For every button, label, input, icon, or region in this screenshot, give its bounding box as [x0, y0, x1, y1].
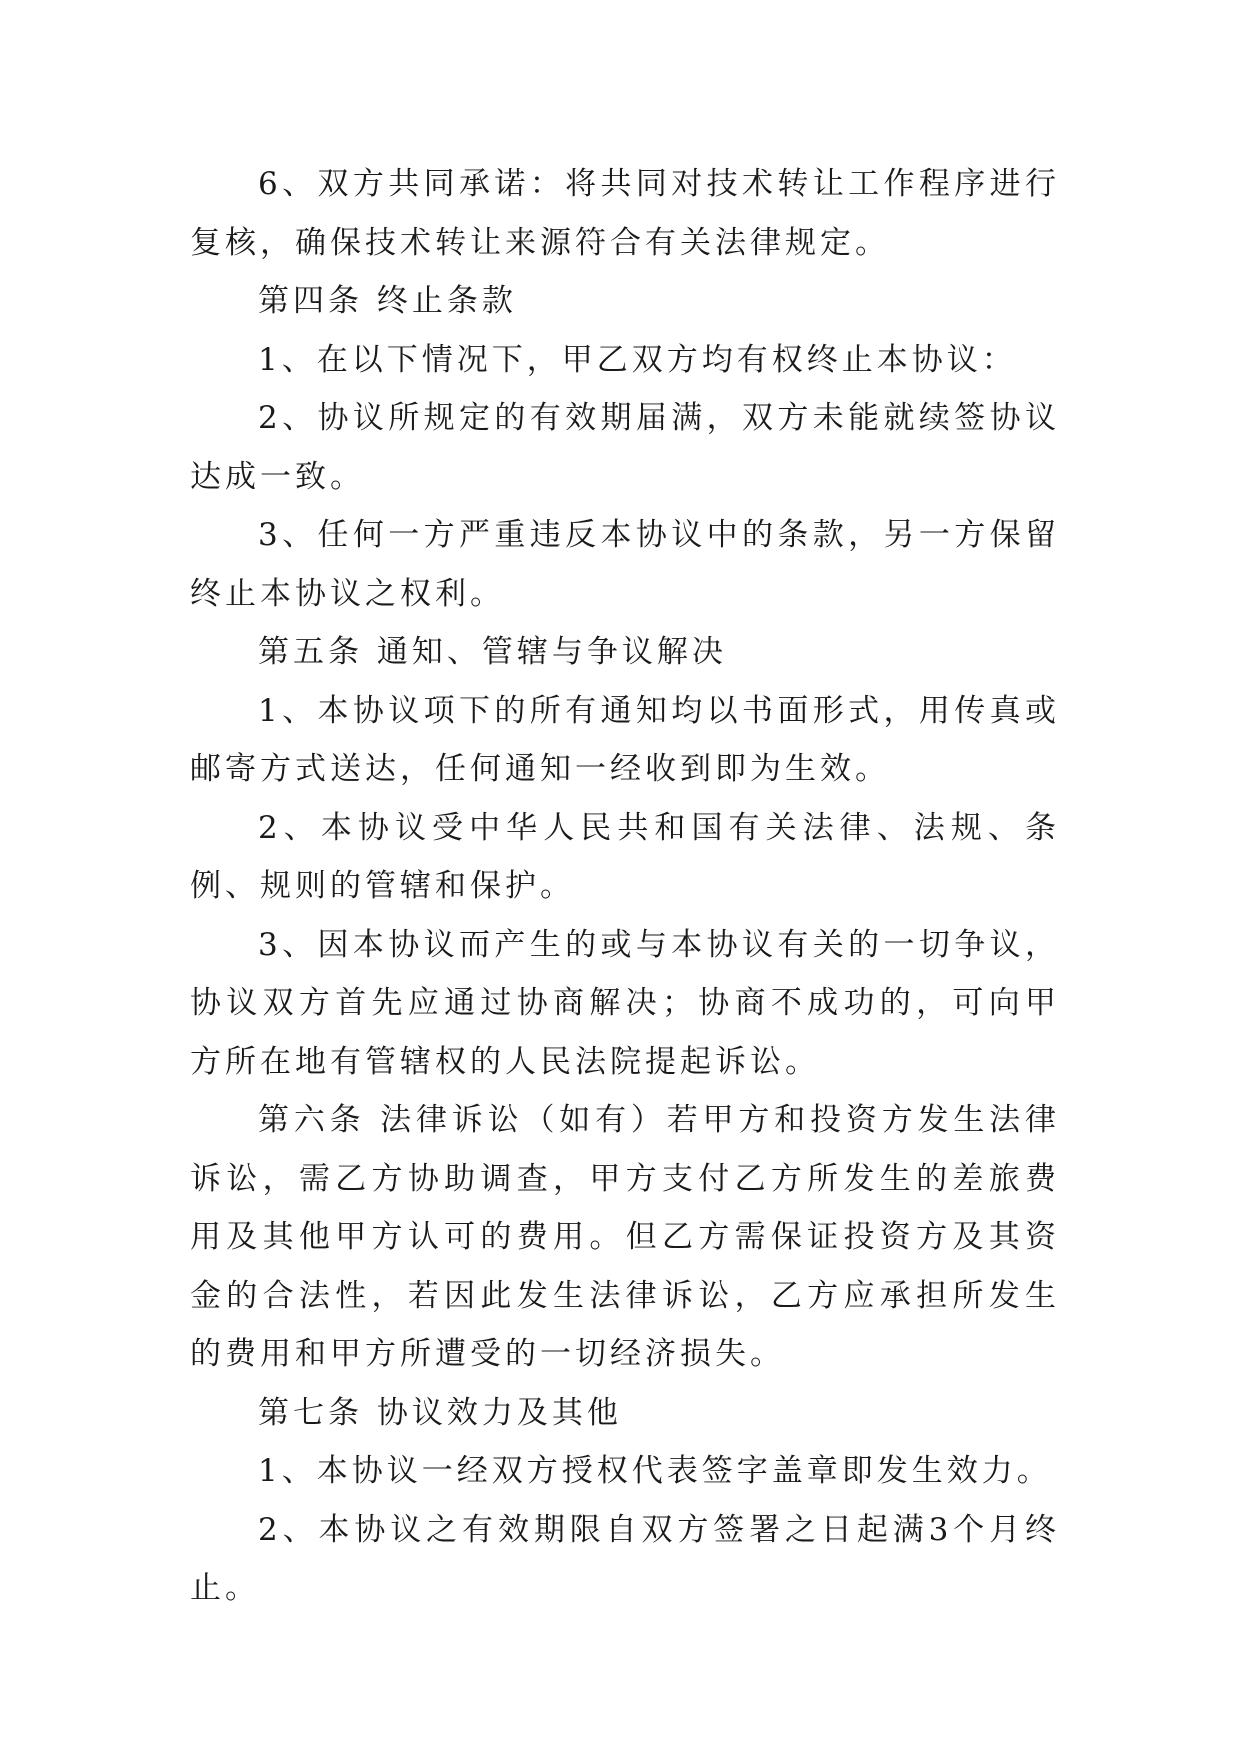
article-4-item-2: 2、协议所规定的有效期届满，双方未能就续签协议达成一致。: [190, 400, 1060, 495]
article-5-item-3: 3、因本协议而产生的或与本协议有关的一切争议，协议双方首先应通过协商解决；协商不成功的，可向甲方所在地有管辖权的人民法院提起诉讼。: [190, 926, 1060, 1080]
article-7-item-1: 1、本协议一经双方授权代表签字盖章即发生效力。: [258, 1453, 1052, 1489]
article-7-item-2: 2、本协议之有效期限自双方签署之日起满3个月终止。: [190, 1511, 1060, 1606]
article-4-item-3: 3、任何一方严重违反本协议中的条款，另一方保留终止本协议之权利。: [190, 517, 1060, 612]
document-body: [190, 155, 1060, 1618]
clause-3-item-6: 6、双方共同承诺：将共同对技术转让工作程序进行复核，确保技术转让来源符合有关法律规定。: [190, 166, 1060, 261]
article-4-heading: 第四条 终止条款: [258, 283, 517, 319]
article-5-item-2: 2、本协议受中华人民共和国有关法律、法规、条例、规则的管辖和保护。: [190, 809, 1060, 904]
article-6-paragraph: 第六条 法律诉讼（如有）若甲方和投资方发生法律诉讼，需乙方协助调查，甲方支付乙方所发生的差旅费用及其他甲方认可的费用。但乙方需保证投资方及其资金的合法性，若因此发生法律诉讼，乙方应承担所发生的费用和甲方所遭受的一切经济损失。: [190, 1102, 1060, 1372]
article-5-heading: 第五条 通知、管辖与争议解决: [258, 634, 727, 670]
article-4-item-1: 1、在以下情况下，甲乙双方均有权终止本协议：: [258, 341, 1017, 378]
article-7-heading: 第七条 协议效力及其他: [258, 1394, 622, 1431]
article-5-item-1: 1、本协议项下的所有通知均以书面形式，用传真或邮寄方式送达，任何通知一经收到即为生效。: [190, 692, 1060, 787]
